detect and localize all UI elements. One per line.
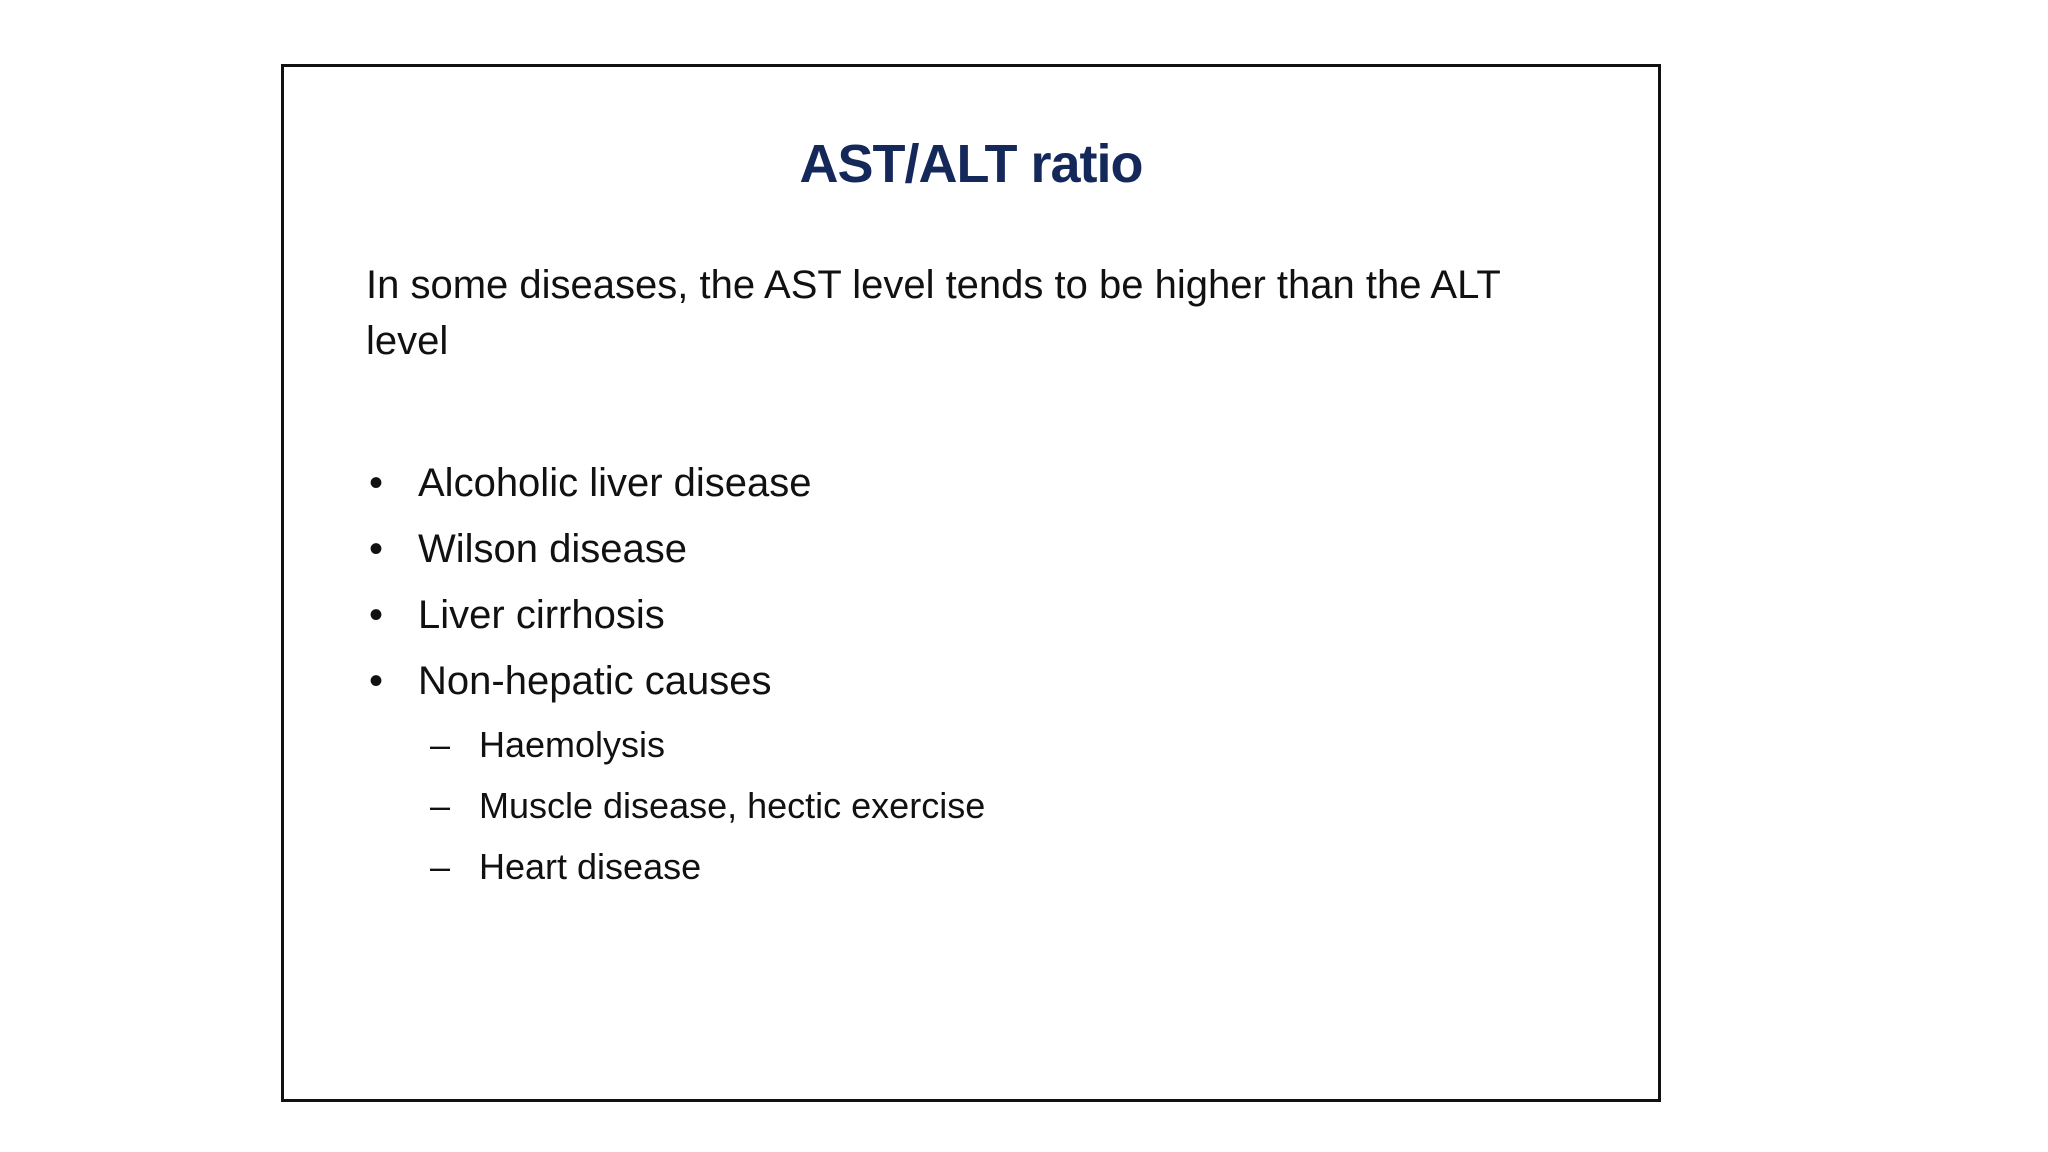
bullet-label: Non-hepatic causes (418, 659, 772, 703)
bullet-marker: • (368, 461, 383, 505)
bullet-item-liver-cirrhosis (366, 582, 1566, 648)
sub-item-haemolysis (366, 714, 1566, 775)
sub-item-heart-disease (366, 836, 1566, 897)
bullet-item-non-hepatic-causes (366, 648, 1566, 897)
sub-bullet-marker: – (430, 846, 451, 887)
sub-bullet-marker: – (430, 724, 451, 765)
bullet-marker: • (368, 527, 383, 571)
bullet-label: Liver cirrhosis (418, 593, 665, 637)
intro-text: In some diseases, the AST level tends to be higher than the ALT level (366, 263, 1501, 363)
sub-item-label: Haemolysis (479, 724, 666, 765)
bullet-label: Wilson disease (418, 527, 688, 571)
sub-bullet-list (418, 714, 1566, 897)
slide-title: AST/ALT ratio (799, 134, 1143, 194)
bullet-list (366, 450, 1566, 897)
bullet-marker: • (368, 593, 383, 637)
sub-bullet-marker: – (430, 785, 451, 826)
bullet-marker: • (368, 659, 383, 703)
sub-item-muscle-disease (366, 775, 1566, 836)
bullet-item-alcoholic-liver-disease (366, 450, 1566, 516)
sub-item-label: Muscle disease, hectic exercise (479, 785, 986, 826)
sub-item-label: Heart disease (479, 846, 702, 887)
slide-frame (281, 64, 1661, 1102)
bullet-label: Alcoholic liver disease (418, 461, 812, 505)
bullet-item-wilson-disease (366, 516, 1566, 582)
